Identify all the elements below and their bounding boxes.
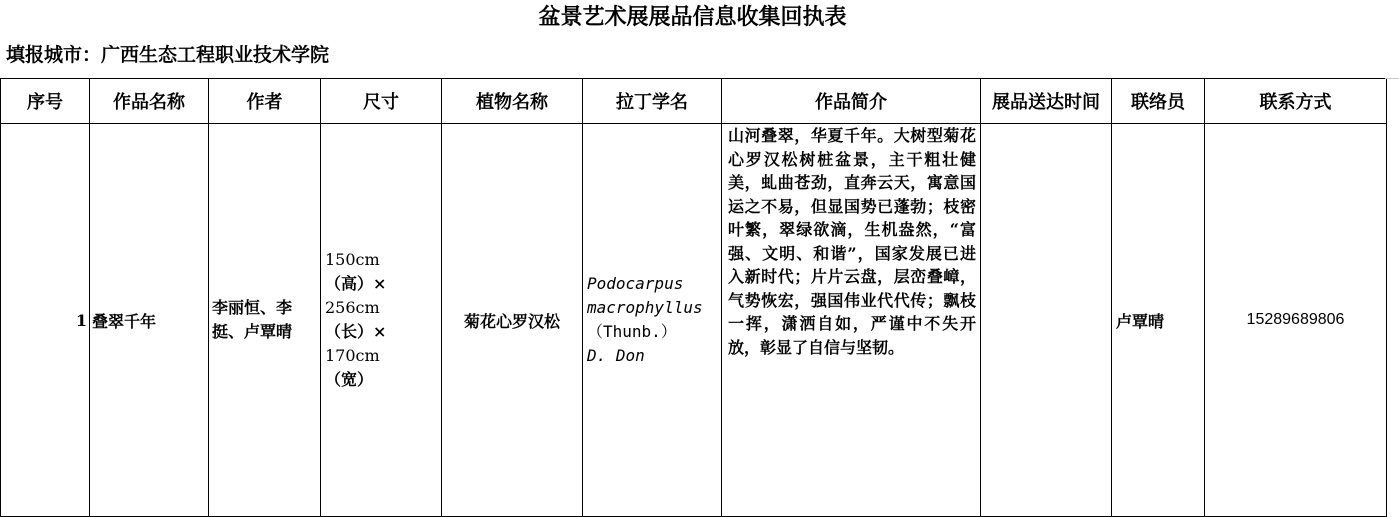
header-plant-name[interactable]: 植物名称 — [442, 79, 583, 124]
header-no[interactable]: 序号 — [1, 79, 90, 124]
header-contact-person[interactable]: 联络员 — [1112, 79, 1205, 124]
header-size[interactable]: 尺寸 — [321, 79, 442, 124]
size-height-value: 150cm — [325, 250, 380, 269]
size-length-value: 256cm — [325, 298, 380, 317]
size-height-unit: （高）× — [325, 274, 387, 293]
cell-delivery-time[interactable] — [981, 124, 1112, 517]
table-row — [1, 124, 1387, 517]
latin-authority: （Thunb.） — [587, 322, 677, 341]
latin-genus: Podocarpus — [587, 274, 684, 293]
cell-latin-name[interactable] — [583, 124, 722, 517]
header-delivery-time[interactable]: 展品送达时间 — [981, 79, 1112, 124]
size-width-unit: （宽） — [325, 370, 374, 389]
cell-contact-info[interactable]: 15289689806 — [1205, 124, 1387, 517]
header-description[interactable]: 作品简介 — [722, 79, 981, 124]
header-latin-name[interactable]: 拉丁学名 — [583, 79, 722, 124]
latin-authority-2: D. Don — [587, 346, 645, 365]
header-contact-info[interactable]: 联系方式 — [1205, 79, 1387, 124]
size-length-unit: （长）× — [325, 322, 387, 341]
size-width-value: 170cm — [325, 346, 380, 365]
cell-size[interactable] — [321, 124, 442, 517]
latin-species: macrophyllus — [587, 298, 703, 317]
header-row — [1, 79, 1387, 124]
cell-no[interactable]: 1 — [1, 124, 90, 517]
cell-work-name[interactable]: 叠翠千年 — [90, 124, 209, 517]
header-author[interactable]: 作者 — [209, 79, 321, 124]
exhibit-table — [0, 78, 1387, 517]
page-title: 盆景艺术展展品信息收集回执表 — [538, 4, 847, 30]
filler-city: 填报城市：广西生态工程职业技术学院 — [6, 44, 330, 66]
grid-edge-line — [1385, 78, 1399, 79]
cell-author[interactable]: 李丽恒、李挺、卢覃晴 — [209, 124, 321, 517]
header-work-name[interactable]: 作品名称 — [90, 79, 209, 124]
cell-plant-name[interactable]: 菊花心罗汉松 — [442, 124, 583, 517]
cell-contact-person[interactable]: 卢覃晴 — [1112, 124, 1205, 517]
cell-description[interactable]: 山河叠翠，华夏千年。大树型菊花心罗汉松树桩盆景，主干粗壮健美，虬曲苍劲，直奔云天，寓意国运之不易，但显国势已蓬勃；枝密叶繁，翠绿欲滴，生机盎然，“富强、文明、和谐”，国家发展已进入新时代；片片云盘，层峦叠嶂，气势恢宏，强国伟业代代传；飘枝一挥，潇洒自如，严谨中不失开放，彰显了自信与坚韧。 — [722, 124, 981, 517]
